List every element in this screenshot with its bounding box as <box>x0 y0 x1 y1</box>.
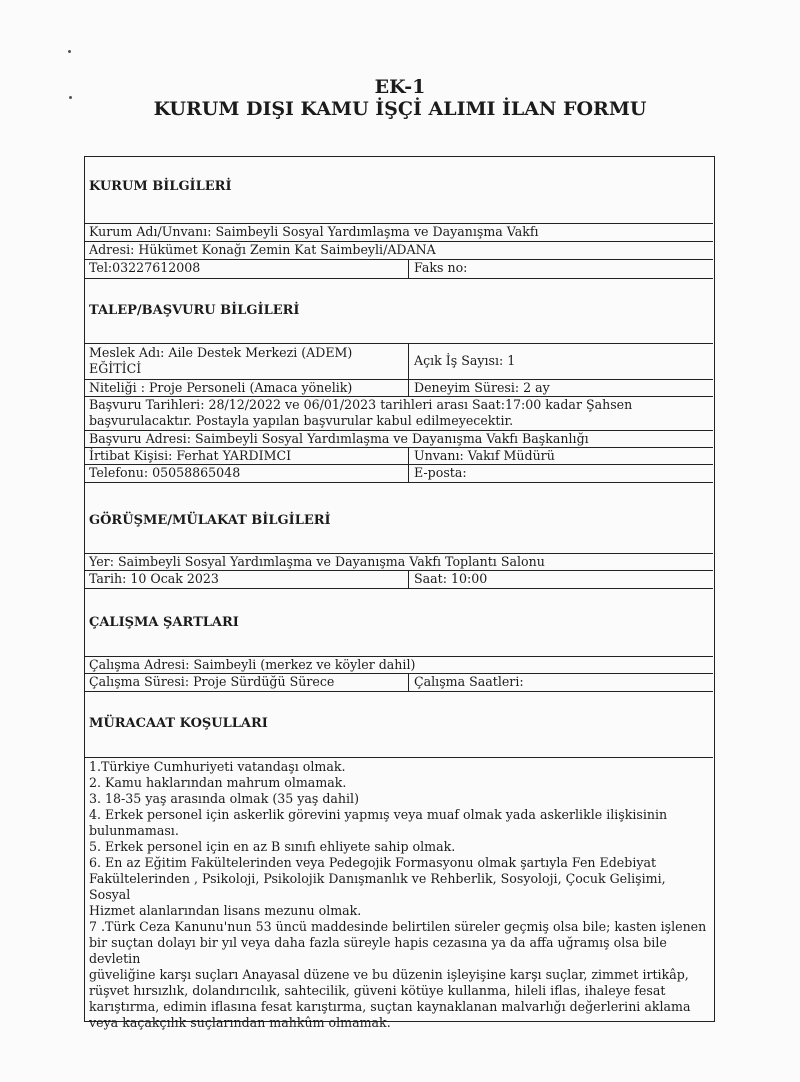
condition-line: 4. Erkek personel için askerlik görevini yapmış veya muaf olmak yada askerlikle ilişkisinin <box>89 807 668 822</box>
document-code: EK-1 <box>374 76 426 98</box>
condition-line: veya kaçakçılık suçlarından mahkûm olmamak. <box>89 1015 391 1030</box>
gorusme-heading: GÖRÜŞME/MÜLAKAT BİLGİLERİ <box>89 513 331 528</box>
kurum-adi-row <box>85 223 713 242</box>
divider <box>408 344 409 380</box>
kurum-adi: Kurum Adı/Unvanı: Saimbeyli Sosyal Yardımlaşma ve Dayanışma Vakfı <box>89 224 539 239</box>
irtibat-kisisi: İrtibat Kişisi: Ferhat YARDIMCI <box>89 448 292 463</box>
meslek-row <box>85 343 713 380</box>
muracaat-heading: MÜRACAAT KOŞULLARI <box>89 716 268 731</box>
condition-line: 6. En az Eğitim Fakültelerinden veya Pedegojik Formasyonu olmak şartıyla Fen Edebiyat <box>89 855 657 870</box>
divider <box>408 260 409 278</box>
basvuru-tarih-row <box>85 396 713 431</box>
condition-line: 7 .Türk Ceza Kanunu'nun 53 üncü maddesinde belirtilen süreler geçmiş olsa bile; kasten işlenen <box>89 919 707 934</box>
gorusme-saat: Saat: 10:00 <box>414 571 488 586</box>
document-title: KURUM DIŞI KAMU İŞÇİ ALIMI İLAN FORMU <box>153 98 647 120</box>
telefon-row <box>85 464 713 483</box>
talep-heading: TALEP/BAŞVURU BİLGİLERİ <box>89 303 300 318</box>
condition-line: 1.Türkiye Cumhuriyeti vatandaşı olmak. <box>89 759 346 774</box>
condition-line: Fakültelerinden , Psikoloji, Psikolojik Danışmanlık ve Rehberlik, Sosyoloji, Çocuk Gelişimi, Sosyal <box>89 871 666 902</box>
divider <box>408 448 409 465</box>
condition-line: Hizmet alanlarından lisans mezunu olmak. <box>89 903 362 918</box>
calisma-suresi: Çalışma Süresi: Proje Sürdüğü Sürece <box>89 674 335 689</box>
calisma-saatleri: Çalışma Saatleri: <box>414 674 524 689</box>
condition-line: bir suçtan dolayı bir yıl veya daha fazla süreyle hapis cezasına ya da affa uğramış olsa bile devletin <box>89 935 667 966</box>
condition-line: karıştırma, edimin iflasına fesat karıştırma, suçtan kaynaklanan malvarlığı değerlerini aklama <box>89 999 691 1014</box>
divider <box>408 674 409 691</box>
gorusme-tarih: Tarih: 10 Ocak 2023 <box>89 571 219 586</box>
condition-line: 3. 18-35 yaş arasında olmak (35 yaş dahil) <box>89 791 360 806</box>
basvuru-adres-row <box>85 430 713 448</box>
irtibat-unvan: Unvanı: Vakıf Müdürü <box>414 448 555 463</box>
kurum-adres-row <box>85 241 713 260</box>
eposta: E-posta: <box>414 465 467 480</box>
calisma-adresi: Çalışma Adresi: Saimbeyli (merkez ve köyler dahil) <box>89 657 416 672</box>
deneyim-suresi: Deneyim Süresi: 2 ay <box>414 380 550 395</box>
condition-line: 2. Kamu haklarından mahrum olmamak. <box>89 775 347 790</box>
calisma-heading: ÇALIŞMA ŞARTLARI <box>89 615 239 630</box>
scan-speck <box>68 50 71 53</box>
basvuru-tarihleri: Başvuru Tarihleri: 28/12/2022 ve 06/01/2023 tarihleri arası Saat:17:00 kadar Şahsen <box>89 397 633 412</box>
meslek-unvan: EĞİTİCİ <box>89 361 142 376</box>
kurum-heading: KURUM BİLGİLERİ <box>89 179 232 194</box>
telefon: Telefonu: 05058865048 <box>89 465 241 480</box>
kurum-tel-row <box>85 259 713 279</box>
condition-line: güveliğine karşı suçları Anayasal düzene ve bu düzenin işleyişine karşı suçlar, zimmet irtikâp, <box>89 967 689 982</box>
gorusme-tarih-row <box>85 570 713 589</box>
kurum-tel: Tel:03227612008 <box>89 260 201 275</box>
niteligi: Niteliği : Proje Personeli (Amaca yönelik) <box>89 380 353 395</box>
condition-line: 5. Erkek personel için en az B sınıfı ehliyete sahip olmak. <box>89 839 456 854</box>
acik-is-sayisi: Açık İş Sayısı: 1 <box>414 353 516 368</box>
application-form <box>84 156 715 1030</box>
basvuru-adresi: Başvuru Adresi: Saimbeyli Sosyal Yardımlaşma ve Dayanışma Vakfı Başkanlığı <box>89 431 589 446</box>
gorusme-yer-row <box>85 553 713 571</box>
kurum-faks: Faks no: <box>414 260 468 275</box>
divider <box>408 465 409 482</box>
meslek-adi: Meslek Adı: Aile Destek Merkezi (ADEM) <box>89 345 353 360</box>
kurum-adres: Adresi: Hükümet Konağı Zemin Kat Saimbeyli/ADANA <box>89 242 436 257</box>
divider <box>408 571 409 588</box>
calisma-sure-row <box>85 673 713 692</box>
divider <box>408 380 409 397</box>
basvuru-notu: başvurulacaktır. Postayla yapılan başvurular kabul edilmeyecektir. <box>89 413 514 428</box>
irtibat-row <box>85 447 713 465</box>
condition-line: bulunmaması. <box>89 823 179 838</box>
gorusme-yer: Yer: Saimbeyli Sosyal Yardımlaşma ve Dayanışma Vakfı Toplantı Salonu <box>89 554 545 569</box>
muracaat-conditions <box>89 759 709 1031</box>
nitelik-row <box>85 379 713 397</box>
condition-line: rüşvet hırsızlık, dolandırıcılık, sahtecilik, güveni kötüye kullanma, hileli iflas, ihaleye fesat <box>89 983 666 998</box>
calisma-adres-row <box>85 656 713 674</box>
